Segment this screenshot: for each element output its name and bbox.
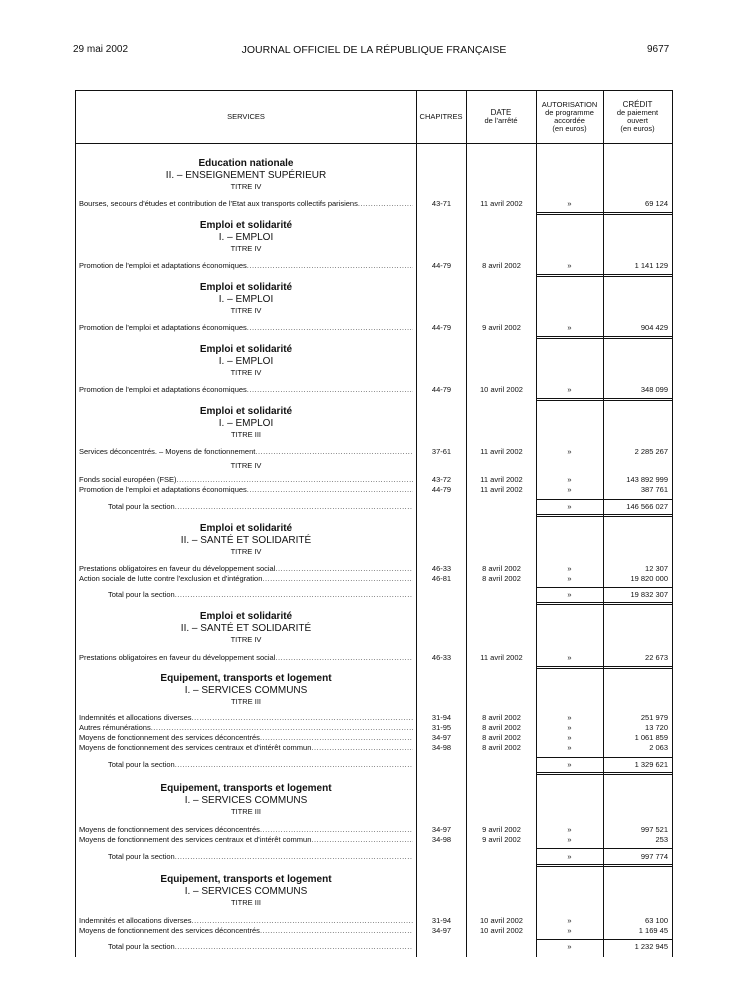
subtotal-rule [536,848,672,849]
section-heading: Education nationale II. – ENSEIGNEMENT SUPÉRIEUR TITRE IV [165,158,327,191]
column-header-autorisation: AUTORISATION de programme accordée (en euros) [541,100,598,133]
table-row: Prestations obligatoires en faveur du développement social ..... 46-33 11 avril 2002 » 22 673 [76,653,672,663]
table-row: Moyens de fonctionnement des services déconcentrés ..... 34-97 10 avril 2002 » 1 169 45 [76,926,672,936]
journal-title: JOURNAL OFFICIEL DE LA RÉPUBLIQUE FRANÇAISE [241,44,507,56]
total-rule [536,772,672,775]
column-header-chapitres: CHAPITRES [419,112,463,121]
table-row: Fonds social européen (FSE) ..... 43-72 11 avril 2002 » 143 892 999 [76,475,672,485]
section-heading: Emploi et solidarité I. – EMPLOI TITRE IV [199,282,293,315]
table-row: Action sociale de lutte contre l'exclusion et d'intégration ..... 46-81 8 avril 2002 » 19 820 000 [76,574,672,584]
total-rule [536,666,672,669]
total-row: Total pour la section ..... » 1 329 621 [76,760,672,770]
section-heading: Equipement, transports et logement I. – SERVICES COMMUNS TITRE III [160,874,332,907]
titre-label: TITRE IV [230,461,262,470]
subtotal-rule [536,757,672,758]
column-header-date: DATE de l'arrêté [484,108,518,125]
total-row: Total pour la section ..... » 1 232 945 [76,942,672,952]
section-heading: Equipement, transports et logement I. – SERVICES COMMUNS TITRE III [160,783,332,816]
subtotal-rule [536,499,672,500]
table-row: Promotion de l'emploi et adaptations économiques ..... 44-79 10 avril 2002 » 348 099 [76,385,672,395]
section-heading: Emploi et solidarité I. – EMPLOI TITRE IV [199,220,293,253]
total-row: Total pour la section ..... » 146 566 027 [76,502,672,512]
column-header-credit: CRÉDIT de paiement ouvert (en euros) [616,100,659,133]
total-rule [536,398,672,401]
table-row: Moyens de fonctionnement des services centraux et d'intérêt commun ..... 34-98 9 avril 2002 » 253 [76,835,672,845]
credits-table [75,90,673,957]
table-row: Indemnités et allocations diverses ..... 31-94 8 avril 2002 » 251 979 [76,713,672,723]
total-rule [536,336,672,339]
subtotal-rule [536,939,672,940]
subtotal-rule [536,587,672,588]
section-heading: Emploi et solidarité I. – EMPLOI TITRE III [199,406,293,439]
table-row: Moyens de fonctionnement des services déconcentrés ..... 34-97 8 avril 2002 » 1 061 859 [76,733,672,743]
table-row: Moyens de fonctionnement des services déconcentrés ..... 34-97 9 avril 2002 » 997 521 [76,825,672,835]
total-row: Total pour la section ..... » 19 832 307 [76,590,672,600]
table-row: Prestations obligatoires en faveur du développement social ..... 46-33 8 avril 2002 » 12 307 [76,564,672,574]
total-rule [536,274,672,277]
total-rule [536,864,672,867]
header-divider [76,143,672,144]
section-heading: Emploi et solidarité II. – SANTÉ ET SOLIDARITÉ TITRE IV [180,611,312,644]
table-row: Services déconcentrés. – Moyens de fonctionnement ..... 37-61 11 avril 2002 » 2 285 267 [76,447,672,457]
table-row: Promotion de l'emploi et adaptations économiques ..... 44-79 9 avril 2002 » 904 429 [76,323,672,333]
total-rule [536,602,672,605]
table-row: Autres rémunérations ..... 31-95 8 avril 2002 » 13 720 [76,723,672,733]
total-rule [536,514,672,517]
header-date: 29 mai 2002 [73,44,129,55]
total-rule [536,212,672,215]
page-number: 9677 [647,44,670,55]
table-row: Promotion de l'emploi et adaptations économiques ..... 44-79 8 avril 2002 » 1 141 129 [76,261,672,271]
column-header-services: SERVICES [227,112,265,121]
section-heading: Emploi et solidarité II. – SANTÉ ET SOLIDARITÉ TITRE IV [180,523,312,556]
total-row: Total pour la section ..... » 997 774 [76,852,672,862]
table-row: Indemnités et allocations diverses ..... 31-94 10 avril 2002 » 63 100 [76,916,672,926]
table-row: Promotion de l'emploi et adaptations économiques ..... 44-79 11 avril 2002 » 387 761 [76,485,672,495]
table-row: Moyens de fonctionnement des services centraux et d'intérêt commun ..... 34-98 8 avril 2002 » 2 063 [76,743,672,753]
section-heading: Emploi et solidarité I. – EMPLOI TITRE IV [199,344,293,377]
table-row: Bourses, secours d'études et contribution de l'Etat aux transports collectifs parisiens ..... 43-71 11 avril 2002 » 69 124 [76,199,672,209]
section-heading: Equipement, transports et logement I. – SERVICES COMMUNS TITRE III [160,673,332,706]
